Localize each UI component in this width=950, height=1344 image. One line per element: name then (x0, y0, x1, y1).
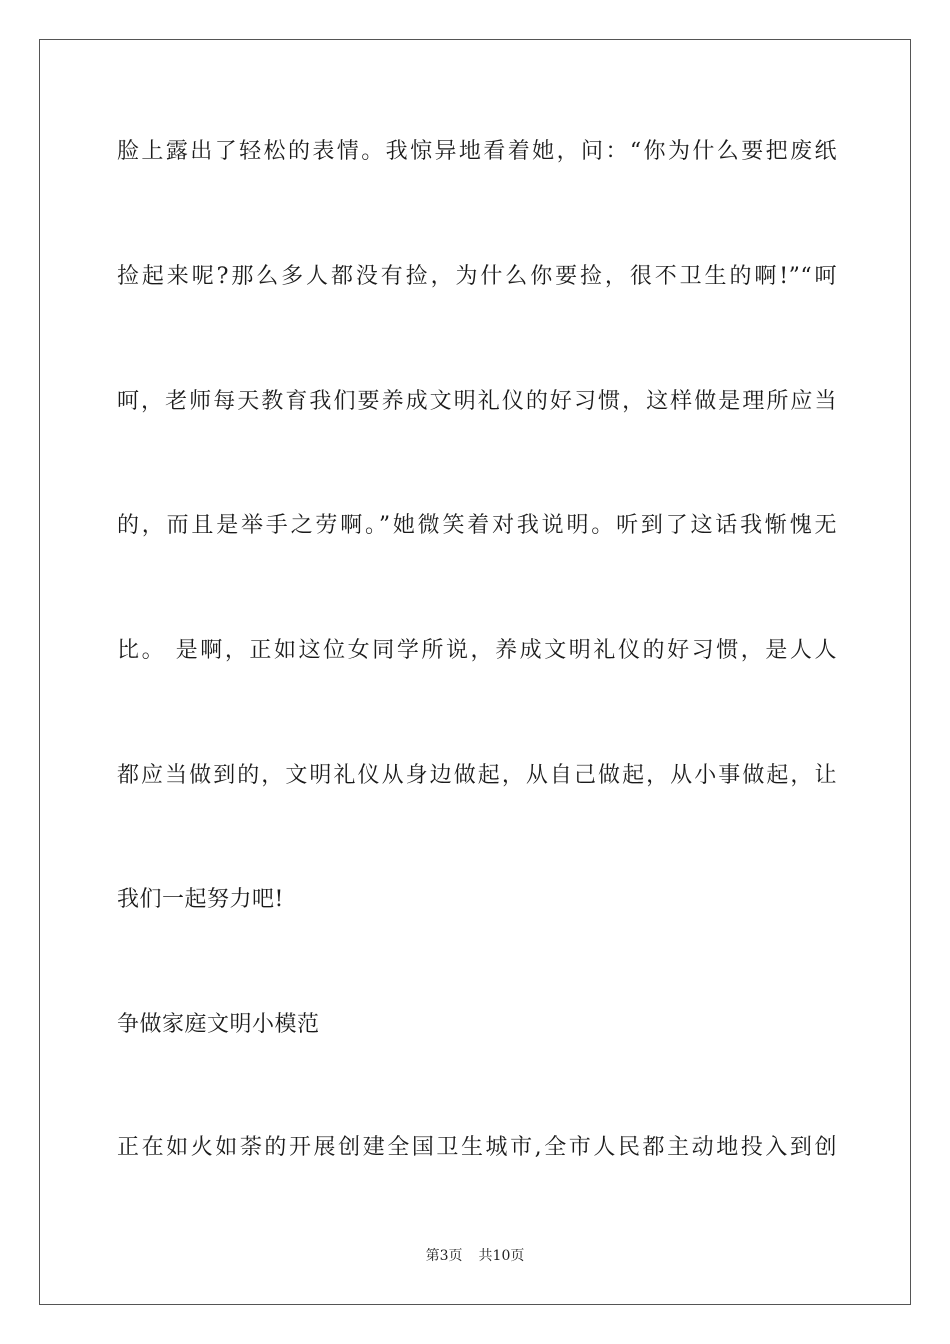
body-line-1: 脸上露出了轻松的表情。我惊异地看着她，问：“你为什么要把废纸 (117, 139, 837, 164)
paragraph-start-line: 正在如火如荼的开展创建全国卫生城市,全市人民都主动地投入到创 (117, 1135, 837, 1160)
page-total: 共10页 (478, 1248, 525, 1264)
body-line-2: 捡起来呢?那么多人都没有捡，为什么你要捡，很不卫生的啊!”“呵 (117, 264, 837, 289)
page-footer (0, 1247, 950, 1265)
body-line-6: 都应当做到的，文明礼仪从身边做起，从自己做起，从小事做起，让 (117, 763, 837, 788)
body-line-5: 比。 是啊，正如这位女同学所说，养成文明礼仪的好习惯，是人人 (117, 638, 837, 663)
body-line-4: 的，而且是举手之劳啊。”她微笑着对我说明。听到了这话我惭愧无 (117, 513, 837, 538)
page-border (39, 39, 911, 1305)
body-line-3: 呵，老师每天教育我们要养成文明礼仪的好习惯，这样做是理所应当 (117, 389, 837, 414)
section-heading: 争做家庭文明小模范 (117, 1012, 320, 1037)
page-number: 第3页 (425, 1248, 463, 1264)
body-line-7: 我们一起努力吧! (117, 887, 284, 912)
